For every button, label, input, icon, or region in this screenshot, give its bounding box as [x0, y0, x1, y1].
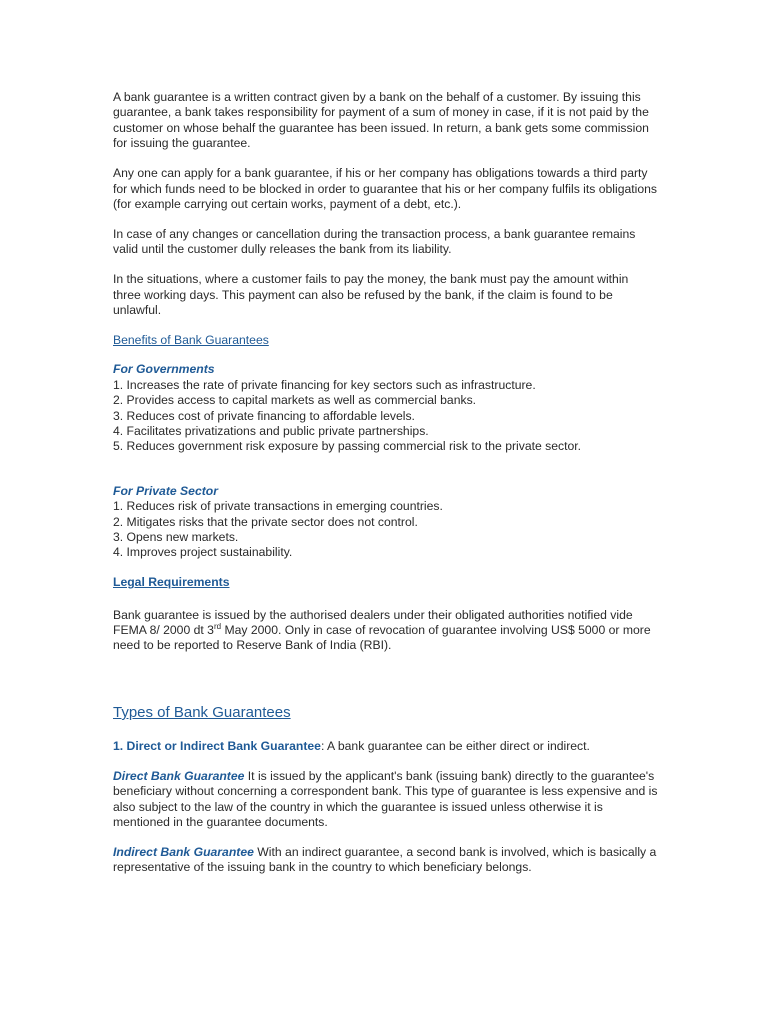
governments-heading: For Governments	[113, 362, 215, 377]
legal-requirements-heading-link[interactable]: Legal Requirements	[113, 575, 230, 590]
benefits-heading-link[interactable]: Benefits of Bank Guarantees	[113, 332, 269, 347]
legal-text-part-2: May 2000. Only in case of revocation of guarantee involving US$ 5000 or more need to be reported to Reserve Bank of India (RBI).	[113, 623, 651, 653]
direct-guarantee-text: It is issued by the applicant's bank (issuing bank) directly to the guarantee's beneficiary without concerning a correspondent bank. This type of guarantee is less expensive and is also subject to the law of the country in which the guarantee is issued unless otherwise it is mentioned in the guarantee documents.	[113, 768, 658, 829]
list-item: 2. Provides access to capital markets as well as commercial banks.	[113, 393, 477, 408]
list-item: 3. Reduces cost of private financing to affordable levels.	[113, 408, 415, 423]
indirect-guarantee-paragraph	[113, 845, 658, 876]
private-sector-heading: For Private Sector	[113, 483, 218, 498]
private-sector-list	[113, 499, 658, 561]
list-item: 3. Opens new markets.	[113, 529, 239, 544]
legal-superscript: rd	[213, 622, 222, 631]
types-heading-link[interactable]: Types of Bank Guarantees	[113, 703, 291, 721]
indirect-guarantee-text: With an indirect guarantee, a second bank is involved, which is basically a representative of the issuing bank in the country to which beneficiary belongs.	[113, 844, 657, 875]
indirect-guarantee-label: Indirect Bank Guarantee	[113, 844, 254, 859]
intro-paragraph-3: In case of any changes or cancellation during the transaction process, a bank guarantee remains valid until the customer dully releases the bank from its liability.	[113, 226, 636, 257]
list-item: 4. Improves project sustainability.	[113, 545, 293, 560]
legal-paragraph	[113, 608, 658, 654]
legal-text-part-1: Bank guarantee is issued by the authorised dealers under their obligated authorities notified vide FEMA 8/ 2000 dt 3	[113, 607, 633, 638]
intro-paragraph-4: In the situations, where a customer fails to pay the money, the bank must pay the amount within three working days. This payment can also be refused by the bank, if the claim is found to be unlawful.	[113, 272, 629, 317]
intro-paragraph-1: A bank guarantee is a written contract given by a bank on the behalf of a customer. By issuing this guarantee, a bank takes responsibility for payment of a sum of money in case, if it is not paid by the customer on whose behalf the guarantee has been issued. In return, a bank gets some commission for issuing the guarantee.	[113, 90, 649, 151]
list-item: 4. Facilitates privatizations and public private partnerships.	[113, 423, 429, 438]
direct-or-indirect-label: 1. Direct or Indirect Bank Guarantee	[113, 738, 321, 753]
list-item: 2. Mitigates risks that the private sector does not control.	[113, 514, 418, 529]
direct-or-indirect-text: : A bank guarantee can be either direct or indirect.	[320, 738, 590, 753]
list-item: 1. Increases the rate of private financing for key sectors such as infrastructure.	[113, 377, 536, 392]
list-item: 5. Reduces government risk exposure by passing commercial risk to the private sector.	[113, 439, 582, 454]
types-item-1	[113, 739, 658, 754]
direct-guarantee-paragraph	[113, 769, 658, 831]
direct-guarantee-label: Direct Bank Guarantee	[113, 768, 245, 783]
intro-paragraph-2: Any one can apply for a bank guarantee, if his or her company has obligations towards a third party for which funds need to be blocked in order to guarantee that his or her company fulfils its obligations (for example carrying out certain works, payment of a debt, etc.).	[113, 166, 658, 211]
list-item: 1. Reduces risk of private transactions in emerging countries.	[113, 499, 443, 514]
governments-list	[113, 378, 658, 455]
